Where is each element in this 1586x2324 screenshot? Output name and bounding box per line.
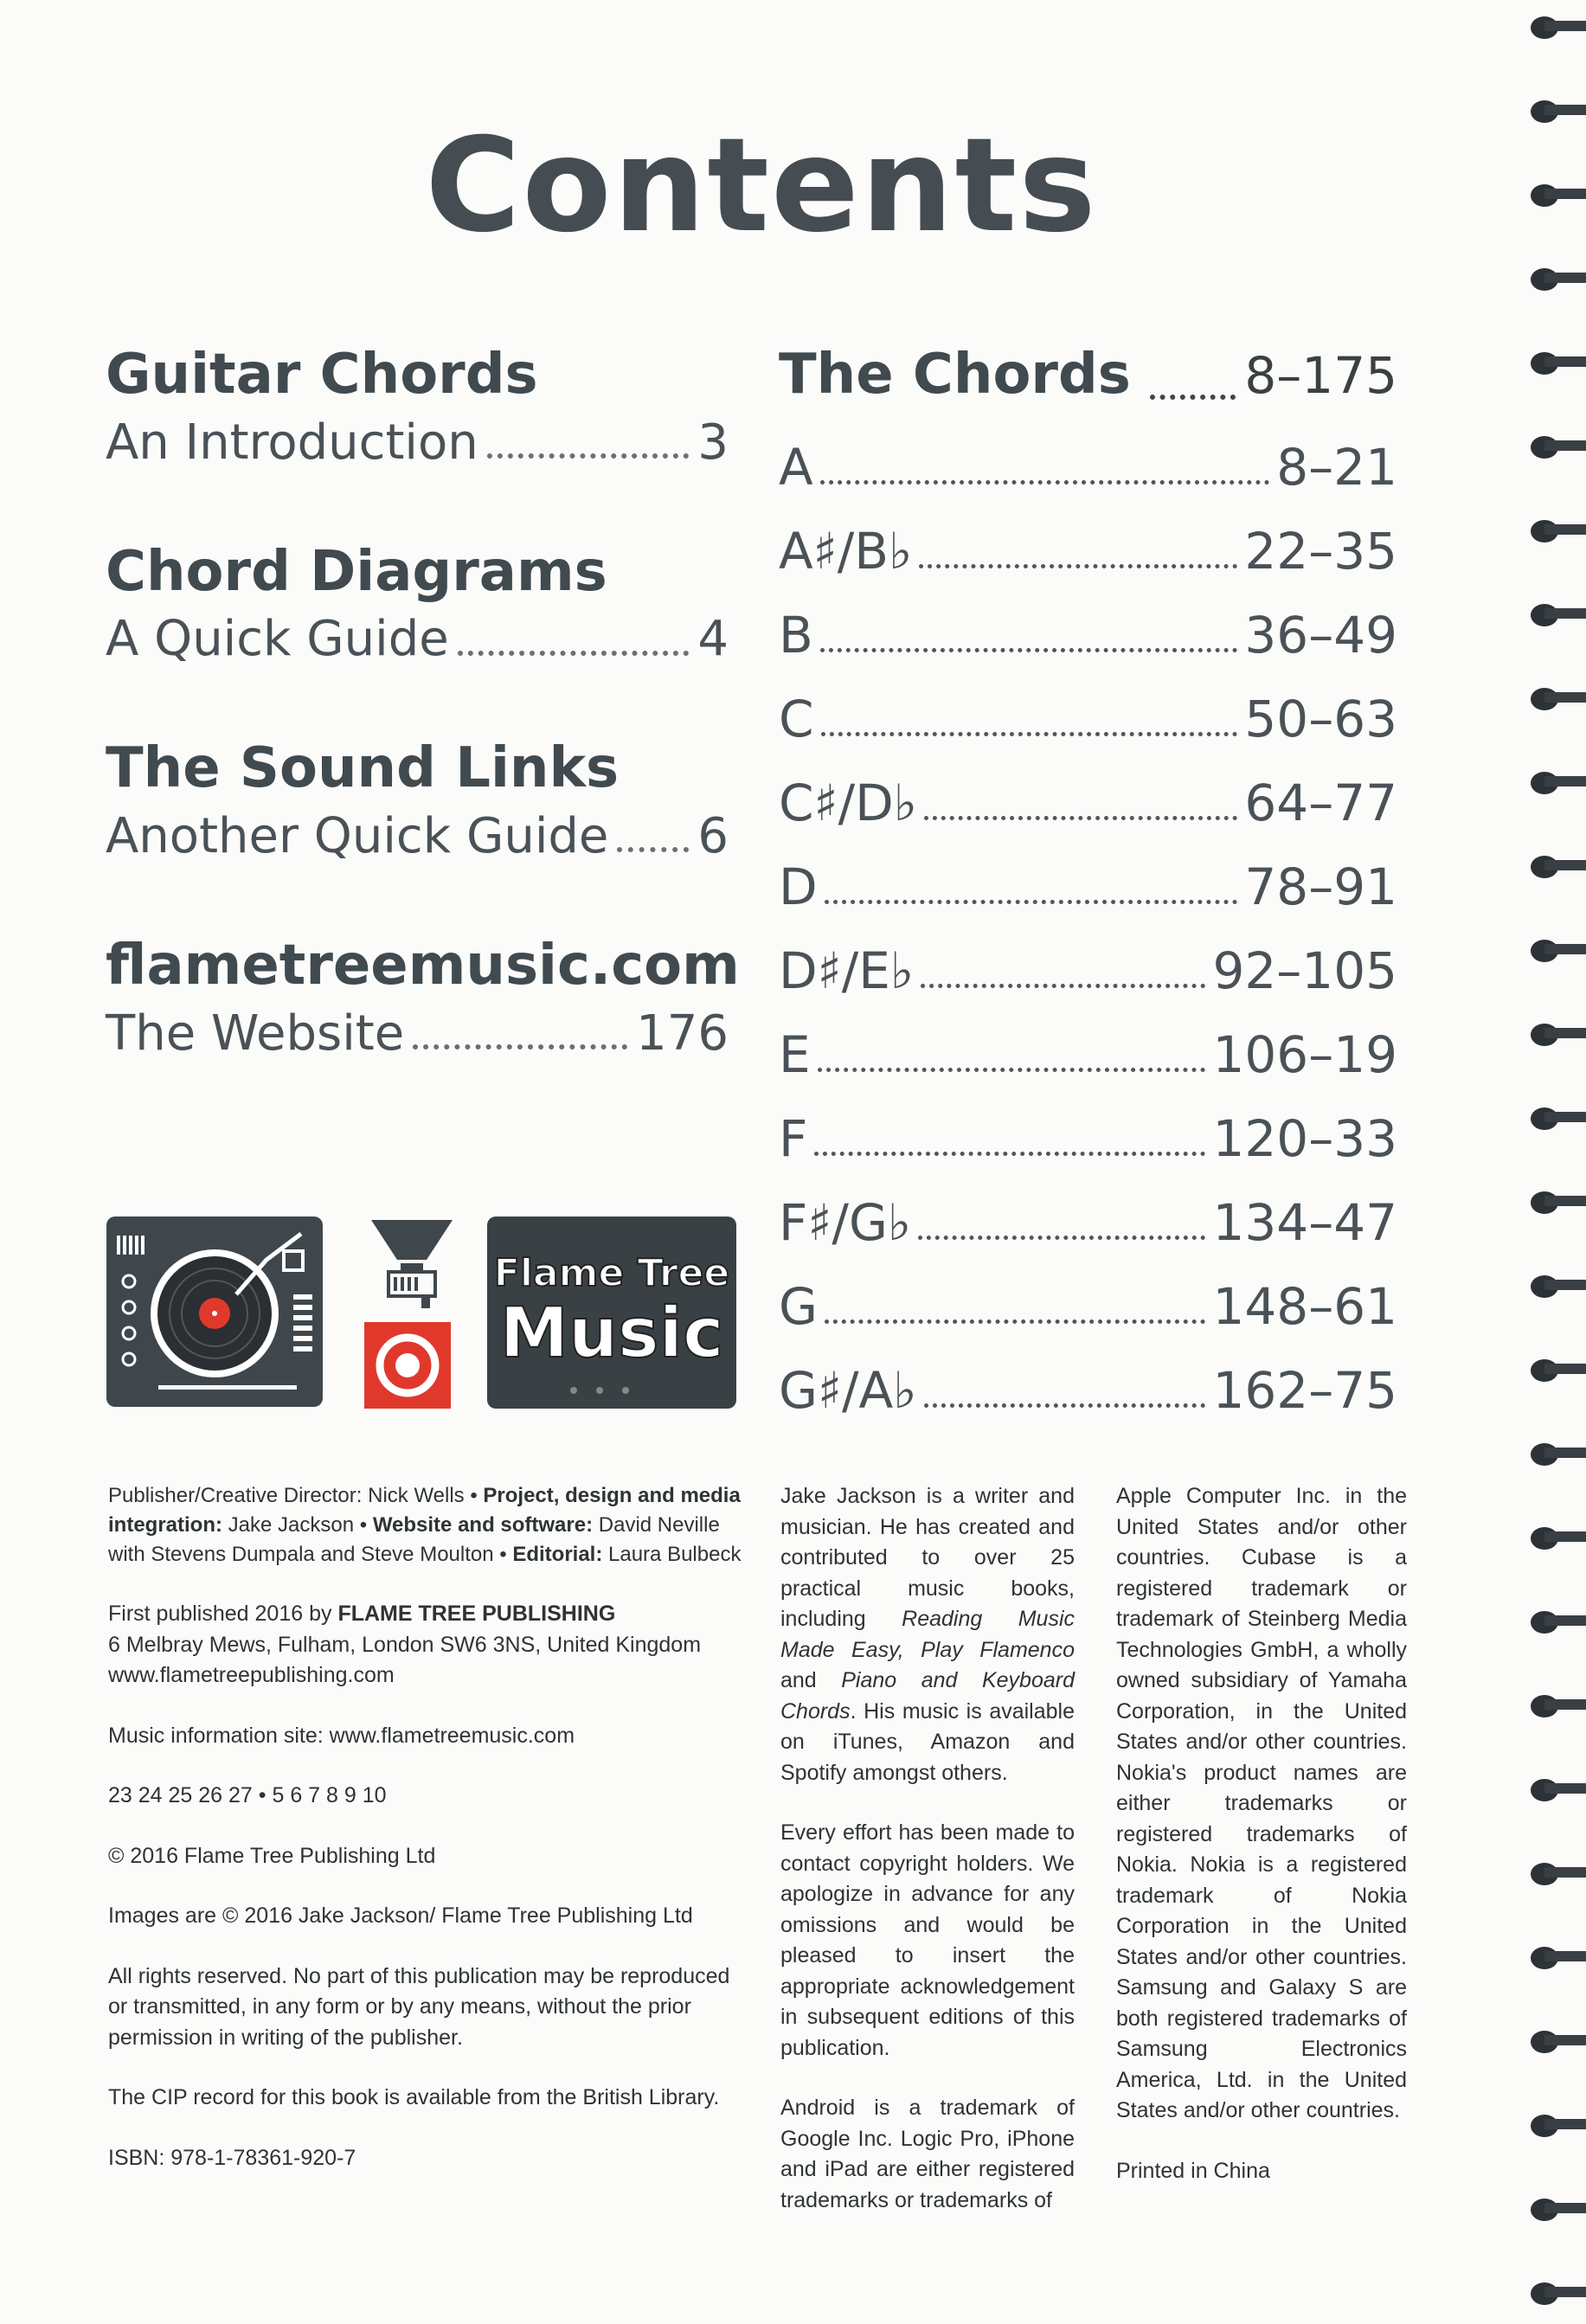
toc-page-number: 176 <box>636 1005 729 1062</box>
chord-name: B <box>779 606 813 664</box>
chord-page-range: 148–61 <box>1212 1277 1397 1336</box>
spiral-coil <box>1531 2282 1586 2305</box>
spiral-coil <box>1531 1107 1586 1130</box>
turntable-icon <box>106 1217 323 1407</box>
flame-tree-music-logo <box>487 1217 736 1409</box>
spiral-coil <box>1531 100 1586 123</box>
chord-toc-entry <box>779 677 1397 761</box>
toc-entry <box>106 806 729 869</box>
spiral-coil <box>1531 1611 1586 1634</box>
chord-toc-entry <box>779 929 1397 1013</box>
book-title: Piano and Keyboard Chords <box>780 1668 1075 1724</box>
spiral-coil <box>1531 772 1586 794</box>
chord-name: D♯/E♭ <box>779 941 915 1000</box>
trademark-notice-b: Apple Computer Inc. in the United States and/or other countries. Cubase is a registered trademark or trademark of Steinberg Media Technologies GmbH, a wholly owned subsidiary of Yamaha Corporation, in the United States and/or other countries. Nokia's product names are either trademarks or registered trademarks of Nokia. Nokia is a registered trademark of Nokia Corporation in the United States and/or other countries. Samsung and Galaxy S are both registered trademarks of Samsung Electronics America, Ltd. in the United States and/or other countries. <box>1116 1484 1407 2122</box>
toc-section-sound-links <box>106 735 729 869</box>
chord-name: E <box>779 1025 811 1084</box>
chord-toc-entry <box>779 845 1397 929</box>
imprint-column-3 <box>1116 1481 1407 2216</box>
credit-label: Project, design and media integration: <box>108 1484 741 1538</box>
toc-entry <box>106 412 729 475</box>
chord-name: C♯/D♭ <box>779 774 918 832</box>
chord-name: A <box>779 438 813 497</box>
credit-value: Laura Bulbeck <box>602 1543 742 1567</box>
chord-toc-entry <box>779 510 1397 594</box>
leader-dots <box>814 1152 1205 1156</box>
copyright-effort-notice: Every effort has been made to contact copyright holders. We apologize in advance for any omissions and would be pleased to insert the appropriate acknowledgement in subsequent editions of this publication. <box>780 1820 1075 2060</box>
spiral-coil <box>1531 2199 1586 2221</box>
spiral-coil <box>1531 520 1586 542</box>
chord-page-range: 120–33 <box>1212 1109 1397 1168</box>
spiral-coil <box>1531 940 1586 962</box>
chord-name: F <box>779 1109 808 1168</box>
toc-entry <box>106 1003 729 1066</box>
bio-text: Jake Jackson is a writer and musician. He has created and contributed to over 25 practical music books, including <box>780 1484 1075 1631</box>
publisher-url: www.flametreepublishing.com <box>108 1663 395 1688</box>
chord-toc-entry <box>779 594 1397 677</box>
spiral-coil <box>1531 1779 1586 1801</box>
spiral-coil <box>1531 1443 1586 1466</box>
toc-page-number: 6 <box>697 807 729 864</box>
spiral-coil <box>1531 2115 1586 2137</box>
toc-section-website <box>106 933 740 1066</box>
spiral-coil <box>1531 1024 1586 1046</box>
leader-dots <box>825 1319 1206 1324</box>
credit-value: David Neville with Stevens Dumpala and Steve Moulton • <box>108 1513 720 1567</box>
trademark-notice-a: Android is a trademark of Google Inc. Logic Pro, iPhone and iPad are either registered trademarks or trademarks of <box>780 2096 1075 2212</box>
author-bio <box>780 1481 1075 1788</box>
leader-dots <box>617 847 689 852</box>
chord-page-range: 22–35 <box>1244 522 1397 581</box>
speaker-cone-icon <box>364 1218 459 1313</box>
spiral-coil <box>1531 1191 1586 1214</box>
spiral-coil <box>1531 268 1586 291</box>
toc-page-number: 3 <box>697 414 729 471</box>
credit-label: Editorial: <box>512 1543 603 1567</box>
spiral-coil <box>1531 1863 1586 1885</box>
publisher-paragraph <box>108 1599 748 1692</box>
credit-value: Nick Wells • <box>362 1484 484 1507</box>
toc-left-column <box>106 342 740 1129</box>
chord-name: A♯/B♭ <box>779 522 913 581</box>
isbn: ISBN: 978-1-78361-920-7 <box>108 2145 356 2170</box>
imprint-column-2 <box>780 1481 1075 2245</box>
spiral-coil <box>1531 352 1586 375</box>
chord-name: G♯/A♭ <box>779 1361 917 1420</box>
leader-dots <box>921 984 1205 988</box>
publisher-address: 6 Melbray Mews, Fulham, London SW6 3NS, United Kingdom <box>108 1632 702 1657</box>
leader-dots <box>818 1068 1206 1072</box>
publisher-name: FLAME TREE PUBLISHING <box>337 1602 616 1627</box>
printing-numbers: 23 24 25 26 27 • 5 6 7 8 9 10 <box>108 1783 387 1808</box>
toc-entry-label: A Quick Guide <box>106 611 449 668</box>
toc-heading: The Chords <box>779 343 1131 407</box>
spiral-binding <box>1525 0 1586 2324</box>
spiral-coil <box>1531 1695 1586 1717</box>
spiral-coil <box>1531 1947 1586 1969</box>
target-icon <box>364 1322 451 1409</box>
spiral-coil <box>1531 2031 1586 2053</box>
leader-dots <box>820 648 1238 652</box>
page-title: Contents <box>425 111 1098 261</box>
images-credit: Images are © 2016 Jake Jackson/ Flame Tree Publishing Ltd <box>108 1903 693 1929</box>
chord-page-range: 134–47 <box>1212 1193 1397 1252</box>
leader-dots <box>825 900 1238 904</box>
copyright: © 2016 Flame Tree Publishing Ltd <box>108 1843 436 1868</box>
leader-dots <box>821 732 1238 736</box>
leader-dots <box>413 1044 627 1050</box>
spiral-coil <box>1531 1275 1586 1298</box>
book-titles: Reading Music Made Easy, Play Flamenco <box>780 1607 1075 1662</box>
leader-dots <box>820 480 1270 485</box>
chord-page-range: 8–21 <box>1276 438 1397 497</box>
printed-in: Printed in China <box>1116 2158 1270 2183</box>
toc-heading: Chord Diagrams <box>106 539 607 604</box>
chord-list <box>779 426 1397 1433</box>
chord-page-range: 92–105 <box>1212 941 1397 1000</box>
chord-page-range: 50–63 <box>1244 690 1397 748</box>
toc-entry-label: The Website <box>106 1005 405 1062</box>
spiral-coil <box>1531 436 1586 459</box>
chord-page-range: 78–91 <box>1244 857 1397 916</box>
chord-page-range: 162–75 <box>1212 1361 1397 1420</box>
toc-entry-label: Another Quick Guide <box>106 807 609 864</box>
toc-entry <box>106 608 729 671</box>
chord-toc-entry <box>779 761 1397 845</box>
spiral-coil <box>1531 856 1586 878</box>
chord-toc-entry <box>779 1265 1397 1349</box>
chord-name: C <box>779 690 814 748</box>
spiral-coil <box>1531 688 1586 710</box>
chord-name: G <box>779 1277 818 1336</box>
leader-dots <box>458 651 690 656</box>
chord-toc-entry <box>779 1349 1397 1433</box>
spiral-coil <box>1531 1527 1586 1550</box>
credit-label: Publisher/Creative Director: <box>108 1484 363 1507</box>
leader-dots <box>924 1403 1206 1408</box>
chord-name: D <box>779 857 818 916</box>
chord-toc-entry <box>779 1097 1397 1181</box>
logo-line-1: Flame Tree <box>493 1251 730 1295</box>
credit-value: Jake Jackson • <box>222 1513 373 1538</box>
leader-dots <box>1150 395 1236 400</box>
chord-toc-entry <box>779 426 1397 510</box>
spiral-coil <box>1531 16 1586 39</box>
first-published: First published 2016 by <box>108 1602 338 1627</box>
spiral-coil <box>1531 184 1586 207</box>
rights-notice: All rights reserved. No part of this publication may be reproduced or transmitted, in any form or by any means, without the prior permission in writing of the publisher. <box>108 1963 730 2050</box>
icon-row <box>106 1217 736 1410</box>
chord-page-range: 106–19 <box>1212 1025 1397 1084</box>
toc-heading: flametreemusic.com <box>106 933 740 998</box>
cip-notice: The CIP record for this book is available from the British Library. <box>108 2085 720 2110</box>
bio-text: . His music is available on iTunes, Amazon and Spotify amongst others. <box>780 1698 1075 1785</box>
leader-dots <box>924 816 1237 820</box>
toc-entry-the-chords <box>779 342 1397 426</box>
chord-toc-entry <box>779 1181 1397 1265</box>
logo-line-2: Music <box>499 1293 724 1373</box>
chord-name: F♯/G♭ <box>779 1193 912 1252</box>
chord-toc-entry <box>779 1013 1397 1097</box>
bio-text: and <box>780 1668 842 1692</box>
toc-page-number: 4 <box>697 611 729 668</box>
toc-entry-label: An Introduction <box>106 414 478 471</box>
leader-dots <box>918 1236 1205 1240</box>
music-site: Music information site: www.flametreemusic.com <box>108 1723 575 1748</box>
imprint-column-1 <box>108 1481 748 2203</box>
leader-dots <box>487 453 690 459</box>
toc-heading: The Sound Links <box>106 736 620 801</box>
credit-label: Website and software: <box>372 1513 594 1538</box>
chord-page-range: 64–77 <box>1244 774 1397 832</box>
toc-right-column <box>779 342 1397 1433</box>
spiral-coil <box>1531 604 1586 626</box>
toc-section-chord-diagrams <box>106 539 729 672</box>
toc-page-range: 8–175 <box>1244 346 1397 405</box>
spiral-coil <box>1531 1359 1586 1382</box>
leader-dots <box>919 564 1237 568</box>
credits-paragraph <box>108 1481 748 1570</box>
toc-heading: Guitar Chords <box>106 343 538 407</box>
chord-page-range: 36–49 <box>1244 606 1397 664</box>
toc-section-guitar-chords <box>106 342 729 475</box>
